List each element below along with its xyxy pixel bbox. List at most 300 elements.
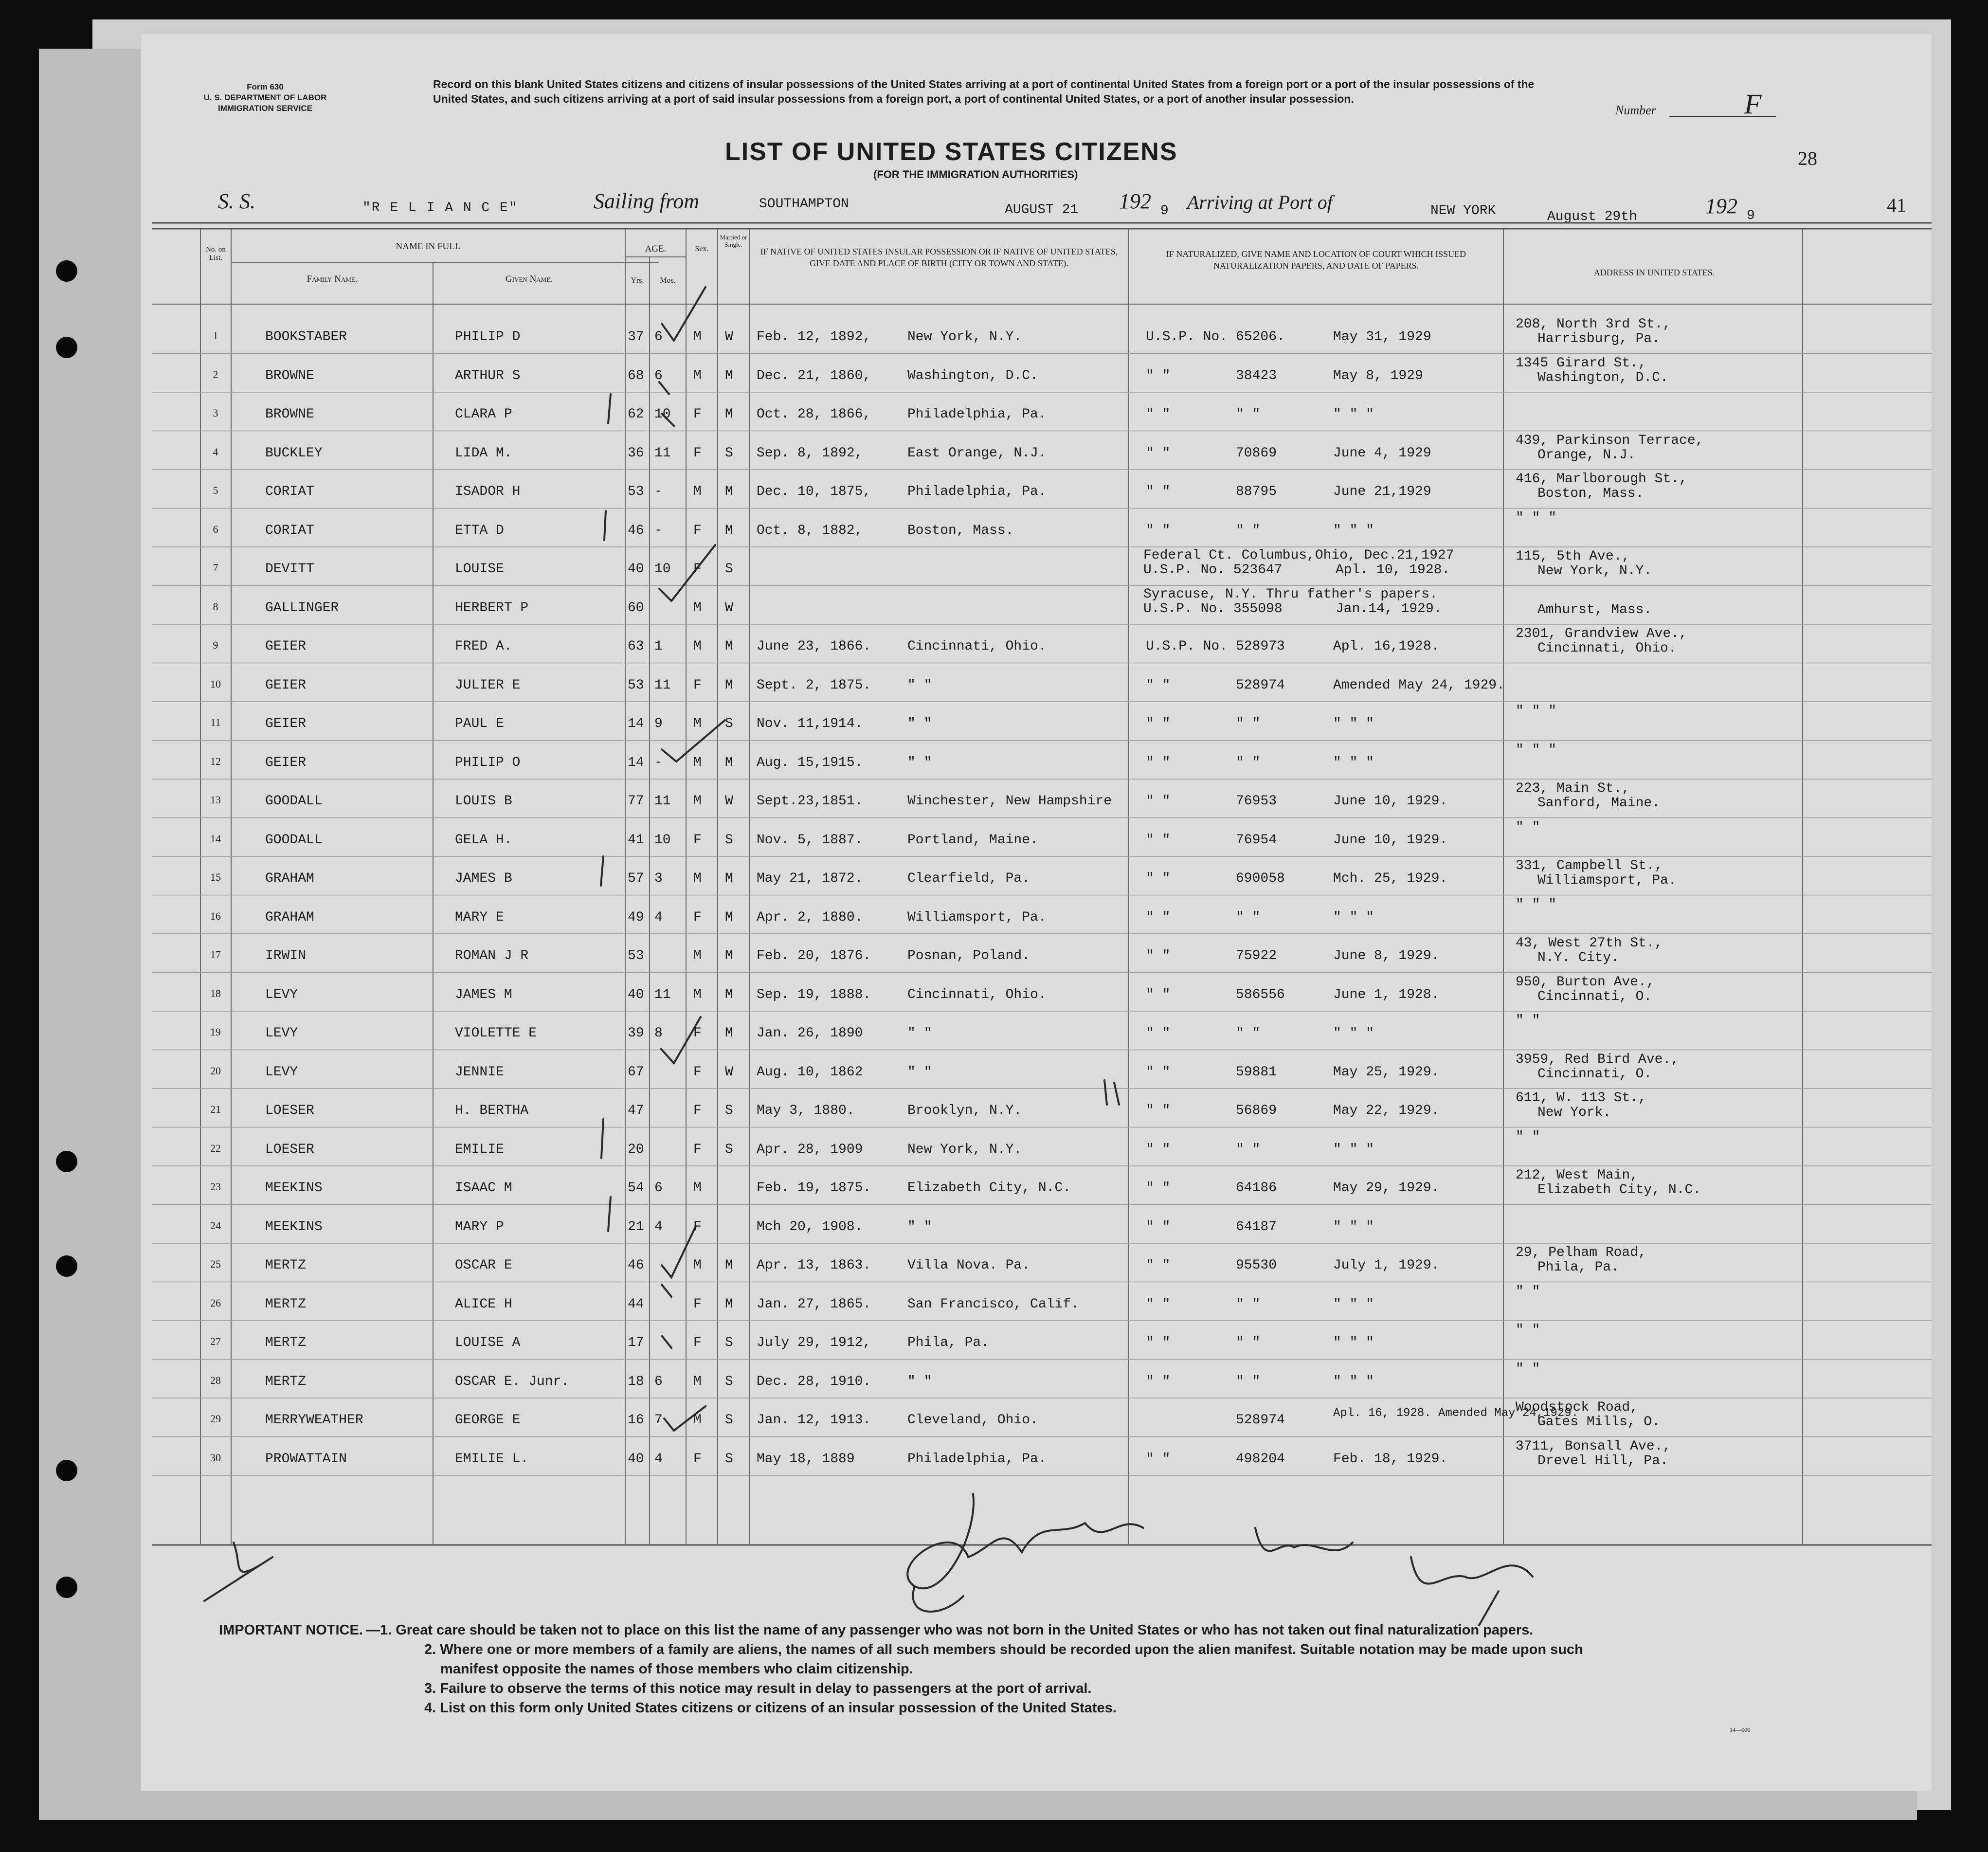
naturalization-court-cell: " "	[1146, 909, 1171, 925]
birth-date-cell: Feb. 19, 1875.	[757, 1180, 871, 1196]
naturalization-number-cell: 88795	[1236, 484, 1277, 499]
given-name-cell: JENNIE	[455, 1064, 504, 1080]
naturalization-court-cell: " "	[1146, 407, 1171, 422]
family-name-cell: GEIER	[265, 716, 307, 731]
family-name-cell: PROWATTAIN	[265, 1451, 347, 1467]
page-subtitle: (FOR THE IMMIGRATION AUTHORITIES)	[873, 168, 1078, 181]
header-birth: IF NATIVE OF UNITED STATES INSULAR POSSESSION OR IF NATIVE OF UNITED STATES, GIVE DATE AND PLACE OF BIRTH (CITY OR TOWN AND STATE).	[760, 247, 1118, 268]
family-name-cell: CORIAT	[265, 523, 314, 538]
age-years-cell: 20	[628, 1142, 644, 1157]
naturalization-date-cell: Apl. 16,1928.	[1333, 639, 1440, 654]
header-years: Yrs.	[631, 276, 644, 285]
age-months-cell: 10	[654, 832, 671, 848]
naturalization-date-cell: " " "	[1333, 1374, 1374, 1389]
given-name-cell: EMILIE L.	[455, 1451, 529, 1467]
sex-cell: F	[693, 407, 702, 422]
header-address: ADDRESS IN UNITED STATES.	[1593, 268, 1715, 277]
row-number: 7	[213, 562, 218, 574]
marital-status-cell: W	[725, 329, 733, 345]
given-name-cell: VIOLETTE E	[455, 1026, 537, 1041]
age-months-cell: 11	[654, 987, 671, 1002]
row-number: 27	[210, 1335, 221, 1347]
notice-item-2-cont: manifest opposite the names of those members who claim citizenship.	[440, 1661, 913, 1677]
family-name-cell: GOODALL	[265, 832, 323, 848]
naturalization-court-cell: " "	[1146, 445, 1171, 461]
row-number: 8	[213, 600, 218, 613]
birth-date-cell: May 18, 1889	[757, 1451, 855, 1467]
birth-date-cell: May 21, 1872.	[757, 871, 863, 886]
address-line-1: 950, Burton Ave.,	[1516, 974, 1655, 990]
age-years-cell: 40	[628, 987, 644, 1002]
birth-place-cell: Williamsport, Pa.	[907, 909, 1047, 925]
naturalization-court-cell: " "	[1146, 1064, 1171, 1080]
row-number: 11	[210, 716, 221, 728]
naturalization-court-cell: " "	[1146, 1180, 1171, 1196]
age-years-cell: 46	[628, 1258, 644, 1273]
naturalization-number-cell: 64187	[1236, 1219, 1277, 1235]
address-line-2: New York.	[1537, 1105, 1611, 1120]
sex-cell: F	[693, 1103, 702, 1118]
family-name-cell: MERTZ	[265, 1335, 307, 1350]
row-number: 9	[213, 639, 218, 651]
marital-status-cell: M	[725, 1296, 733, 1312]
birth-date-cell: June 23, 1866.	[757, 639, 871, 654]
naturalization-number-cell: 59881	[1236, 1064, 1277, 1080]
marital-status-cell: W	[725, 600, 733, 616]
birth-date-cell: May 3, 1880.	[757, 1103, 855, 1118]
birth-place-cell: Washington, D.C.	[907, 368, 1038, 383]
family-name-cell: LOESER	[265, 1142, 314, 1157]
marital-status-cell: S	[725, 1142, 733, 1157]
marital-status-cell: W	[725, 1064, 733, 1080]
page-mark-41: 41	[1887, 194, 1906, 216]
marital-status-cell: M	[725, 677, 733, 693]
birth-date-cell: Feb. 20, 1876.	[757, 948, 871, 963]
age-months-cell: 11	[654, 445, 671, 461]
age-years-cell: 16	[628, 1413, 644, 1428]
naturalization-number-cell: U.S.P. No. 355098	[1143, 601, 1283, 617]
sex-cell: M	[693, 948, 702, 963]
address-line-1: 331, Campbell St.,	[1516, 858, 1663, 873]
notice-item-4: 4. List on this form only United States citizens or citizens of an insular possession of the United States.	[424, 1700, 1117, 1716]
naturalization-date-cell: Amended May 24, 1929.	[1333, 677, 1505, 693]
birth-date-cell: Apr. 2, 1880.	[757, 909, 863, 925]
family-name-cell: LOESER	[265, 1103, 314, 1118]
birth-date-cell: Dec. 10, 1875,	[757, 484, 871, 499]
sex-cell: F	[693, 1064, 702, 1080]
address-line-1: Woodstock Road,	[1516, 1400, 1639, 1415]
naturalization-date-cell: May 29, 1929.	[1333, 1180, 1440, 1196]
birth-place-cell: New York, N.Y.	[907, 1142, 1022, 1157]
footer-code: 14—606	[1730, 1726, 1750, 1733]
header-months: Mos.	[660, 276, 676, 285]
sex-cell: F	[693, 832, 702, 848]
address-line-1: " "	[1516, 1323, 1540, 1338]
given-name-cell: MARY P	[455, 1219, 504, 1235]
given-name-cell: PHILIP D	[455, 329, 521, 345]
family-name-cell: LEVY	[265, 1064, 298, 1080]
birth-place-cell: Boston, Mass.	[907, 523, 1014, 538]
age-months-cell: -	[654, 755, 663, 770]
row-number: 6	[213, 523, 218, 535]
departure-date: AUGUST 21	[1005, 202, 1079, 218]
marital-status-cell: M	[725, 407, 733, 422]
address-line-2: Washington, D.C.	[1537, 370, 1668, 385]
age-months-cell: 4	[654, 1219, 663, 1235]
number-value: F	[1744, 88, 1762, 120]
marital-status-cell: S	[725, 1103, 733, 1118]
naturalization-number-cell: " "	[1236, 1026, 1261, 1041]
address-line-1: 208, North 3rd St.,	[1516, 317, 1671, 332]
address-line-1: 3959, Red Bird Ave.,	[1516, 1052, 1680, 1067]
marital-status-cell: S	[725, 1451, 733, 1467]
given-name-cell: JULIER E	[455, 677, 521, 693]
row-number: 4	[213, 445, 218, 458]
naturalization-court-cell: " "	[1146, 1335, 1171, 1350]
row-number: 26	[210, 1296, 221, 1309]
age-years-cell: 60	[628, 600, 644, 616]
sex-cell: M	[693, 1374, 702, 1389]
address-line-1: 3711, Bonsall Ave.,	[1516, 1438, 1671, 1454]
birth-place-cell: Winchester, New Hampshire	[907, 794, 1112, 809]
birth-place-cell: Portland, Maine.	[907, 832, 1038, 848]
naturalization-date-cell: July 1, 1929.	[1333, 1258, 1440, 1273]
marital-status-cell: M	[725, 871, 733, 886]
naturalization-court-cell: " "	[1146, 987, 1171, 1002]
row-number: 3	[213, 407, 218, 419]
birth-date-cell: Feb. 12, 1892,	[757, 329, 871, 345]
naturalization-date-cell: June 8, 1929.	[1333, 948, 1440, 963]
birth-place-cell: Elizabeth City, N.C.	[907, 1180, 1071, 1196]
naturalization-number-cell: " "	[1236, 755, 1261, 770]
age-years-cell: 18	[628, 1374, 644, 1389]
given-name-cell: CLARA P	[455, 407, 512, 422]
birth-place-cell: Clearfield, Pa.	[907, 871, 1030, 886]
given-name-cell: LOUIS B	[455, 794, 512, 809]
age-years-cell: 44	[628, 1296, 644, 1312]
given-name-cell: MARY E	[455, 909, 504, 925]
age-months-cell: 4	[654, 1451, 663, 1467]
naturalization-court-cell: " "	[1146, 1258, 1171, 1273]
birth-date-cell: Apr. 28, 1909	[757, 1142, 863, 1157]
age-years-cell: 46	[628, 523, 644, 538]
naturalization-date-cell: " " "	[1333, 909, 1374, 925]
naturalization-number-cell: 586556	[1236, 987, 1285, 1002]
page-title: LIST OF UNITED STATES CITIZENS	[725, 138, 1178, 166]
age-years-cell: 49	[628, 909, 644, 925]
row-number: 23	[210, 1180, 221, 1193]
age-years-cell: 47	[628, 1103, 644, 1118]
naturalization-date-cell: May 22, 1929.	[1333, 1103, 1440, 1118]
sex-cell: F	[693, 1296, 702, 1312]
birth-place-cell: Brooklyn, N.Y.	[907, 1103, 1022, 1118]
address-line-1: " " "	[1516, 742, 1557, 758]
address-line-1: " " "	[1516, 897, 1557, 912]
naturalization-court-cell: " "	[1146, 1026, 1171, 1041]
marital-status-cell: M	[725, 1026, 733, 1041]
row-number: 5	[213, 484, 218, 496]
row-number: 18	[210, 987, 221, 999]
birth-date-cell: Dec. 21, 1860,	[757, 368, 871, 383]
naturalization-number-cell: " "	[1236, 1335, 1261, 1350]
age-months-cell: 4	[654, 909, 663, 925]
naturalization-number-cell: 690058	[1236, 871, 1285, 886]
birth-place-cell: Phila, Pa.	[907, 1335, 990, 1350]
address-line-2: Drevel Hill, Pa.	[1537, 1453, 1668, 1469]
naturalization-number-cell: 76954	[1236, 832, 1277, 848]
age-years-cell: 54	[628, 1180, 644, 1196]
naturalization-number-cell: 75922	[1236, 948, 1277, 963]
address-line-1: 2301, Grandview Ave.,	[1516, 626, 1687, 641]
family-name-cell: BROWNE	[265, 407, 314, 422]
address-line-1: 611, W. 113 St.,	[1516, 1090, 1646, 1106]
address-line-2: Gates Mills, O.	[1537, 1415, 1661, 1430]
marital-status-cell: S	[725, 832, 733, 848]
address-line-2: Boston, Mass.	[1537, 486, 1644, 501]
family-name-cell: LEVY	[265, 987, 298, 1002]
marital-status-cell: M	[725, 755, 733, 770]
age-months-cell: -	[654, 523, 663, 538]
age-months-cell: 6	[654, 1374, 663, 1389]
naturalization-court-cell: Syracuse, N.Y. Thru father's papers.	[1143, 586, 1438, 602]
ss-label: S. S.	[218, 189, 255, 213]
given-name-cell: ARTHUR S	[455, 368, 521, 383]
header-family-name: Family Name.	[307, 274, 358, 284]
naturalization-number-cell: " "	[1236, 1374, 1261, 1389]
family-name-cell: GRAHAM	[265, 871, 314, 886]
address-line-1: " " "	[1516, 704, 1557, 719]
age-months-cell: 6	[654, 1180, 663, 1196]
birth-date-cell: Aug. 10, 1862	[757, 1064, 863, 1080]
age-months-cell: 6	[654, 368, 663, 383]
birth-place-cell: " "	[907, 1064, 932, 1080]
birth-place-cell: Philadelphia, Pa.	[907, 1451, 1047, 1467]
sex-cell: M	[693, 329, 702, 345]
sex-cell: F	[693, 909, 702, 925]
marital-status-cell: M	[725, 368, 733, 383]
family-name-cell: BROWNE	[265, 368, 314, 383]
address-line-2: Sanford, Maine.	[1537, 796, 1661, 811]
sex-cell: F	[693, 1335, 702, 1350]
naturalization-date-cell: " " "	[1333, 1296, 1374, 1312]
naturalization-date-cell: " " "	[1333, 1335, 1374, 1350]
family-name-cell: MEEKINS	[265, 1219, 323, 1235]
notice-item-3: 3. Failure to observe the terms of this notice may result in delay to passengers at the port of arrival.	[424, 1681, 1092, 1696]
address-line-1: " "	[1516, 1013, 1540, 1028]
header-given-name: Given Name.	[506, 274, 553, 284]
age-months-cell: 9	[654, 716, 663, 731]
naturalization-court-cell: " "	[1146, 1296, 1171, 1312]
naturalization-court-cell: " "	[1146, 832, 1171, 848]
address-line-1: 43, West 27th St.,	[1516, 936, 1663, 951]
naturalization-court-cell: " "	[1146, 716, 1171, 731]
given-name-cell: PAUL E	[455, 716, 504, 731]
departure-port: SOUTHAMPTON	[759, 197, 849, 212]
address-line-2: Cincinnati, O.	[1537, 1066, 1652, 1082]
naturalization-date-cell: Jan.14, 1929.	[1336, 601, 1442, 617]
age-years-cell: 40	[628, 1451, 644, 1467]
given-name-cell: OSCAR E. Junr.	[455, 1374, 570, 1389]
given-name-cell: ALICE H	[455, 1296, 512, 1312]
birth-place-cell: " "	[907, 1219, 932, 1235]
naturalization-number-cell: 95530	[1236, 1258, 1277, 1273]
family-name-cell: MERTZ	[265, 1374, 307, 1389]
age-years-cell: 53	[628, 484, 644, 499]
family-name-cell: GALLINGER	[265, 600, 339, 616]
sex-cell: F	[693, 523, 702, 538]
birth-place-cell: " "	[907, 755, 932, 770]
naturalization-number-cell: 64186	[1236, 1180, 1277, 1196]
sex-cell: F	[693, 1142, 702, 1157]
address-line-2: Williamsport, Pa.	[1537, 873, 1677, 888]
age-years-cell: 67	[628, 1064, 644, 1080]
service: IMMIGRATION SERVICE	[218, 104, 312, 113]
sex-cell: F	[693, 445, 702, 461]
family-name-cell: CORIAT	[265, 484, 314, 499]
arrival-date: August 29th	[1547, 209, 1637, 224]
naturalization-number-cell: " "	[1236, 523, 1261, 538]
row-number: 15	[210, 871, 221, 883]
given-name-cell: JAMES B	[455, 871, 512, 886]
address-line-2: New York, N.Y.	[1537, 563, 1652, 579]
naturalization-date-cell: May 8, 1929	[1333, 368, 1423, 383]
year-prefix-b: 192	[1705, 194, 1737, 218]
marital-status-cell: M	[725, 484, 733, 499]
address-line-1: " "	[1516, 1361, 1540, 1377]
naturalization-date-cell: " " "	[1333, 407, 1374, 422]
naturalization-court-cell: Federal Ct. Columbus,Ohio, Dec.21,1927	[1143, 548, 1454, 563]
header-no: No. on List.	[206, 246, 226, 262]
sex-cell: M	[693, 755, 702, 770]
birth-place-cell: " "	[907, 677, 932, 693]
naturalization-number-cell: 65206.	[1236, 329, 1285, 345]
address-line-1: 1345 Girard St.,	[1516, 355, 1646, 371]
number-label: Number	[1615, 103, 1656, 117]
year-b: 9	[1747, 208, 1755, 223]
naturalization-court-cell: " "	[1146, 677, 1171, 693]
naturalization-number-cell: 38423	[1236, 368, 1277, 383]
sex-cell: M	[693, 600, 702, 616]
row-number: 22	[210, 1142, 221, 1154]
handwritten-signature	[204, 1080, 1533, 1625]
address-line-2: Amhurst, Mass.	[1537, 602, 1652, 617]
naturalization-court-cell: " "	[1146, 1219, 1171, 1235]
naturalization-date-cell: " " "	[1333, 1219, 1374, 1235]
naturalization-number-cell: " "	[1236, 716, 1261, 731]
address-line-1: 29, Pelham Road,	[1516, 1245, 1646, 1260]
birth-date-cell: Nov. 5, 1887.	[757, 832, 863, 848]
age-months-cell: 6	[654, 329, 663, 345]
naturalization-court-cell: " "	[1146, 1451, 1171, 1467]
birth-date-cell: Oct. 8, 1882,	[757, 523, 863, 538]
given-name-cell: OSCAR E	[455, 1258, 512, 1273]
year-prefix-a: 192	[1119, 189, 1151, 213]
given-name-cell: LOUISE	[455, 562, 504, 577]
header-age: AGE.	[645, 244, 667, 254]
given-name-cell: EMILIE	[455, 1142, 504, 1157]
age-months-cell: 11	[654, 794, 671, 809]
row-number: 28	[210, 1374, 221, 1386]
naturalization-number-cell: U.S.P. No. 523647	[1143, 563, 1283, 578]
header-naturalization: IF NATURALIZED, GIVE NAME AND LOCATION OF COURT WHICH ISSUED NATURALIZATION PAPERS, AND DATE OF PAPERS.	[1166, 249, 1466, 271]
naturalization-date-cell: " " "	[1333, 716, 1374, 731]
marital-status-cell: M	[725, 909, 733, 925]
naturalization-date-cell: May 31, 1929	[1333, 329, 1431, 345]
header-married-single: Married or Single.	[720, 234, 747, 248]
marital-status-cell: S	[725, 562, 733, 577]
birth-date-cell: Dec. 28, 1910.	[757, 1374, 871, 1389]
row-number: 19	[210, 1026, 221, 1038]
birth-date-cell: Aug. 15,1915.	[757, 755, 863, 770]
age-years-cell: 63	[628, 639, 644, 654]
header-name-in-full: NAME IN FULL	[396, 241, 461, 252]
naturalization-date-cell: Apl. 10, 1928.	[1336, 563, 1450, 578]
sex-cell: M	[693, 987, 702, 1002]
birth-date-cell: Jan. 12, 1913.	[757, 1413, 871, 1428]
given-name-cell: ISADOR H	[455, 484, 521, 499]
marital-status-cell: M	[725, 523, 733, 538]
marital-status-cell: S	[725, 1413, 733, 1428]
row-number: 29	[210, 1413, 221, 1425]
naturalization-date-cell: Mch. 25, 1929.	[1333, 871, 1448, 886]
birth-date-cell: July 29, 1912,	[757, 1335, 871, 1350]
address-line-1: " "	[1516, 1129, 1540, 1144]
family-name-cell: GEIER	[265, 755, 307, 770]
page-mark-28: 28	[1798, 147, 1817, 169]
given-name-cell: H. BERTHA	[455, 1103, 529, 1118]
naturalization-court-cell: " "	[1146, 368, 1171, 383]
address-line-2: Cincinnati, O.	[1537, 989, 1652, 1004]
family-name-cell: MERTZ	[265, 1296, 307, 1312]
naturalization-number-cell: " "	[1236, 909, 1261, 925]
age-years-cell: 62	[628, 407, 644, 422]
given-name-cell: ISAAC M	[455, 1180, 512, 1196]
naturalization-court-cell: " "	[1146, 948, 1171, 963]
naturalization-date-cell: June 4, 1929	[1333, 445, 1431, 461]
naturalization-number-cell: 56869	[1236, 1103, 1277, 1118]
arrival-port: NEW YORK	[1430, 203, 1496, 218]
address-line-1: 115, 5th Ave.,	[1516, 549, 1630, 564]
row-number: 25	[210, 1258, 221, 1270]
age-years-cell: 37	[628, 329, 644, 345]
naturalization-number-cell: 528974	[1236, 677, 1285, 693]
handwritten-strokes	[601, 394, 611, 1231]
naturalization-number-cell: 528973	[1236, 639, 1285, 654]
sex-cell: F	[693, 1219, 702, 1235]
given-name-cell: GEORGE E	[455, 1413, 521, 1428]
family-name-cell: MERRYWEATHER	[265, 1413, 363, 1428]
sex-cell: M	[693, 368, 702, 383]
naturalization-number-cell: " "	[1236, 1296, 1261, 1312]
family-name-cell: LEVY	[265, 1026, 298, 1041]
birth-place-cell: Posnan, Poland.	[907, 948, 1030, 963]
address-line-1: 223, Main St.,	[1516, 781, 1630, 796]
naturalization-date-cell: Feb. 18, 1929.	[1333, 1451, 1448, 1467]
address-line-1: " "	[1516, 819, 1540, 835]
marital-status-cell: S	[725, 1335, 733, 1350]
birth-place-cell: Philadelphia, Pa.	[907, 484, 1047, 499]
address-line-1: " " "	[1516, 510, 1557, 526]
family-name-cell: MERTZ	[265, 1258, 307, 1273]
family-name-cell: GRAHAM	[265, 909, 314, 925]
row-number: 10	[210, 677, 221, 690]
naturalization-number-cell: 528974	[1236, 1413, 1285, 1428]
age-years-cell: 77	[628, 794, 644, 809]
naturalization-date-cell: June 10, 1929.	[1333, 794, 1448, 809]
birth-place-cell: East Orange, N.J.	[907, 445, 1047, 461]
sex-cell: F	[693, 677, 702, 693]
birth-place-cell: Cincinnati, Ohio.	[907, 639, 1047, 654]
